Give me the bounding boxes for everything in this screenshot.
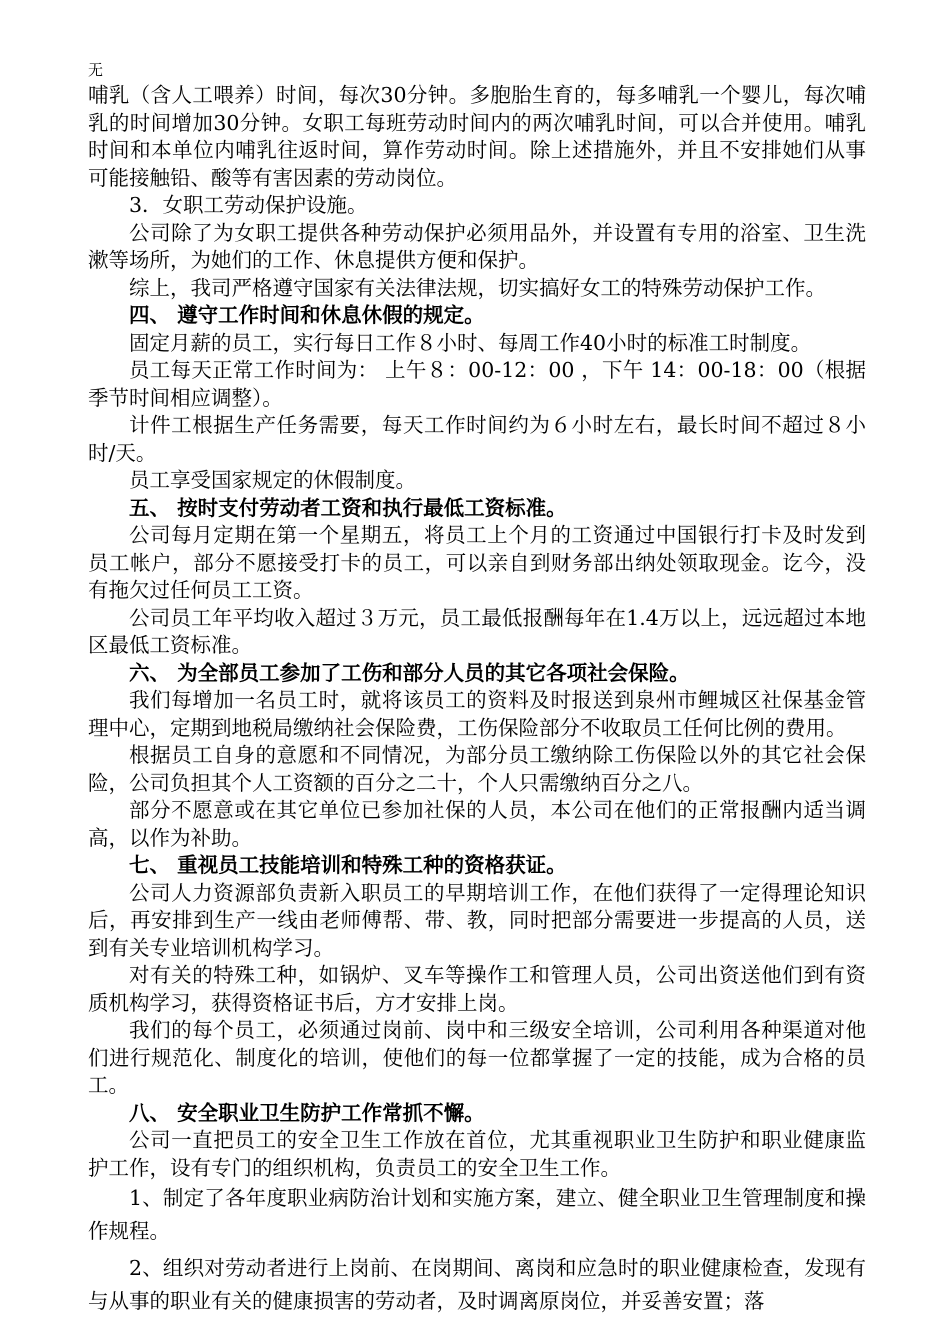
section-heading: 八、 安全职业卫生防护工作常抓不懈。 [129,1100,485,1125]
paragraph: 员工享受国家规定的休假制度。 [129,468,416,492]
paragraph: 计件工根据生产任务需要，每天工作时间约为６小时左右，最长时间不超过８小时/天。 [88,413,866,465]
paragraph: 我们每增加一名员工时，就将该员工的资料及时报送到泉州市鲤城区社保基金管理中心，定期到地税局缴纳社会保险费，工伤保险部分不收取员工任何比例的费用。 [88,688,866,740]
paragraph: 员工每天正常工作时间为： 上午８：00-12：00 ，下午 14：00-18：00（根据季节时间相应调整）。 [88,358,866,410]
page-header: 无 [88,61,104,79]
paragraph: 综上，我司严格遵守国家有关法律法规，切实搞好女工的特殊劳动保护工作。 [129,275,826,300]
paragraph: 公司员工年平均收入超过３万元，员工最低报酬每年在1.4万以上，远远超过本地区最低工资标准。 [88,605,866,657]
paragraph: 公司人力资源部负责新入职员工的早期培训工作，在他们获得了一定得理论知识后，再安排到生产一线由老师傅帮、带、教，同时把部分需要进一步提高的人员，送到有关专业培训机构学习。 [88,880,866,960]
section-heading: 七、 重视员工技能培训和特殊工种的资格获证。 [129,853,567,877]
paragraph: 公司除了为女职工提供各种劳动保护必须用品外，并设置有专用的浴室、卫生洗漱等场所，为她们的工作、休息提供方便和保护。 [88,220,866,272]
paragraph: 部分不愿意或在其它单位已参加社保的人员，本公司在他们的正常报酬内适当调高，以作为补助。 [88,798,866,850]
document-page [88,60,866,1322]
document-body [88,82,866,1318]
section-heading: 四、 遵守工作时间和休息休假的规定。 [129,303,485,327]
paragraph: 1、制定了各年度职业病防治计划和实施方案，建立、健全职业卫生管理制度和操作规程。 [88,1186,866,1243]
section-heading: 五、 按时支付劳动者工资和执行最低工资标准。 [129,495,567,520]
paragraph: 根据员工自身的意愿和不同情况，为部分员工缴纳除工伤保险以外的其它社会保险，公司负担其个人工资额的百分之二十，个人只需缴纳百分之八。 [88,743,866,795]
paragraph: 哺乳（含人工喂养）时间，每次30分钟。多胞胎生育的，每多哺乳一个婴儿，每次哺乳的时间增加30分钟。女职工每班劳动时间内的两次哺乳时间，可以合并使用。哺乳时间和本单位内哺乳往返时间，算作劳动时间。除上述措施外，并且不安排她们从事可能接触铅、酸等有害因素的劳动岗位。 [88,83,866,190]
paragraph: 固定月薪的员工，实行每日工作８小时、每周工作40小时的标准工时制度。 [129,330,812,355]
paragraph: 2、组织对劳动者进行上岗前、在岗期间、离岗和应急时的职业健康检查，发现有与从事的职业有关的健康损害的劳动者，及时调离原岗位，并妥善安置；落 [88,1256,866,1313]
paragraph: 我们的每个员工，必须通过岗前、岗中和三级安全培训，公司利用各种渠道对他们进行规范化、制度化的培训，使他们的每一位都掌握了一定的技能，成为合格的员工。 [88,1018,866,1097]
paragraph: 公司一直把员工的安全卫生工作放在首位，尤其重视职业卫生防护和职业健康监护工作，设有专门的组织机构，负责员工的安全卫生工作。 [88,1128,866,1180]
section-heading: 六、 为全部员工参加了工伤和部分人员的其它各项社会保险。 [129,660,690,685]
paragraph: 3．女职工劳动保护设施。 [129,193,368,217]
paragraph: 公司每月定期在第一个星期五，将员工上个月的工资通过中国银行打卡及时发到员工帐户，部分不愿接受打卡的员工，可以亲自到财务部出纳处领取现金。讫今，没有拖欠过任何员工工资。 [88,523,866,602]
paragraph: 对有关的特殊工种，如锅炉、叉车等操作工和管理人员，公司出资送他们到有资质机构学习，获得资格证书后，方才安排上岗。 [88,963,866,1015]
